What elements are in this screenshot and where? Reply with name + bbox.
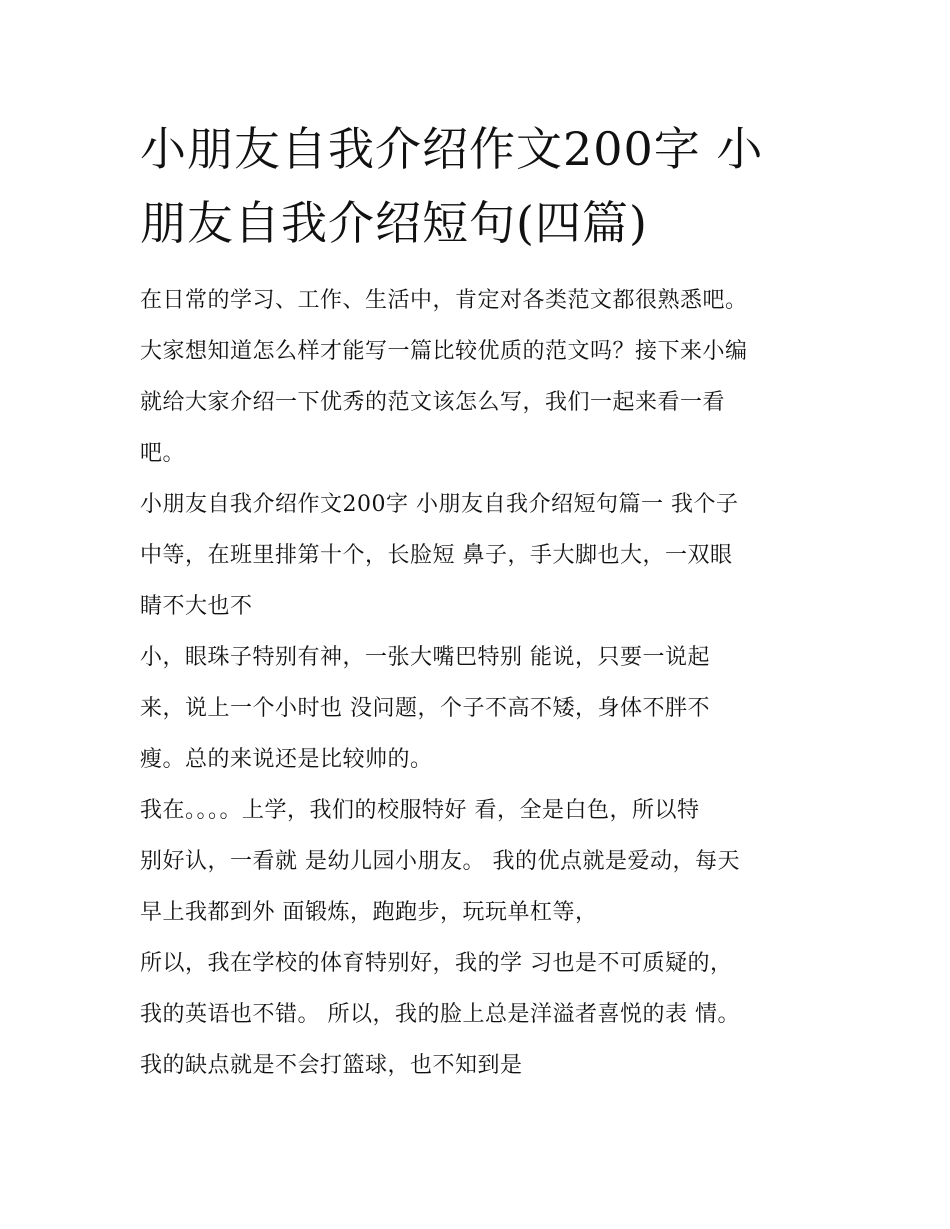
body-line: 睛不大也不: [140, 594, 253, 619]
body-line: 吧。: [140, 441, 186, 466]
body-line: 大家想知道怎么样才能写一篇比较优质的范文吗？接下来小编: [140, 339, 748, 364]
body-line: 小朋友自我介绍作文200字 小朋友自我介绍短句篇一 我个子: [140, 492, 739, 517]
body-line: 来，说上一个小时也 没问题，个子不高不矮，身体不胖不: [140, 696, 710, 721]
title-line: 朋友自我介绍短句(四篇): [140, 196, 648, 250]
body-line: 就给大家介绍一下优秀的范文该怎么写，我们一起来看一看: [140, 390, 726, 415]
body-line: 我的英语也不错。 所以，我的脸上总是洋溢者喜悦的表 情。: [140, 1002, 740, 1027]
body-line: 别好认，一看就 是幼儿园小朋友。 我的优点就是爱动，每天: [140, 849, 740, 874]
body-line: 我的缺点就是不会打篮球，也不知到是: [140, 1053, 523, 1078]
title-line: 小朋友自我介绍作文200字 小: [140, 122, 764, 176]
body-line: 我在。。。。上学，我们的校服特好 看，全是白色，所以特: [140, 798, 700, 823]
body-line: 所以，我在学校的体育特别好，我的学 习也是不可质疑的，: [140, 951, 733, 976]
document-body: [140, 275, 830, 1091]
body-line: 小，眼珠子特别有神，一张大嘴巴特别 能说，只要一说起: [140, 645, 710, 670]
body-line: 早上我都到外 面锻炼，跑跑步，玩玩单杠等，: [140, 900, 598, 925]
body-line: 中等，在班里排第十个，长脸短 鼻子，手大脚也大，一双眼: [140, 543, 733, 568]
body-line: 在日常的学习、工作、生活中，肯定对各类范文都很熟悉吧。: [140, 288, 748, 313]
document-title: [140, 112, 820, 260]
body-line: 瘦。总的来说还是比较帅的。: [140, 747, 433, 772]
